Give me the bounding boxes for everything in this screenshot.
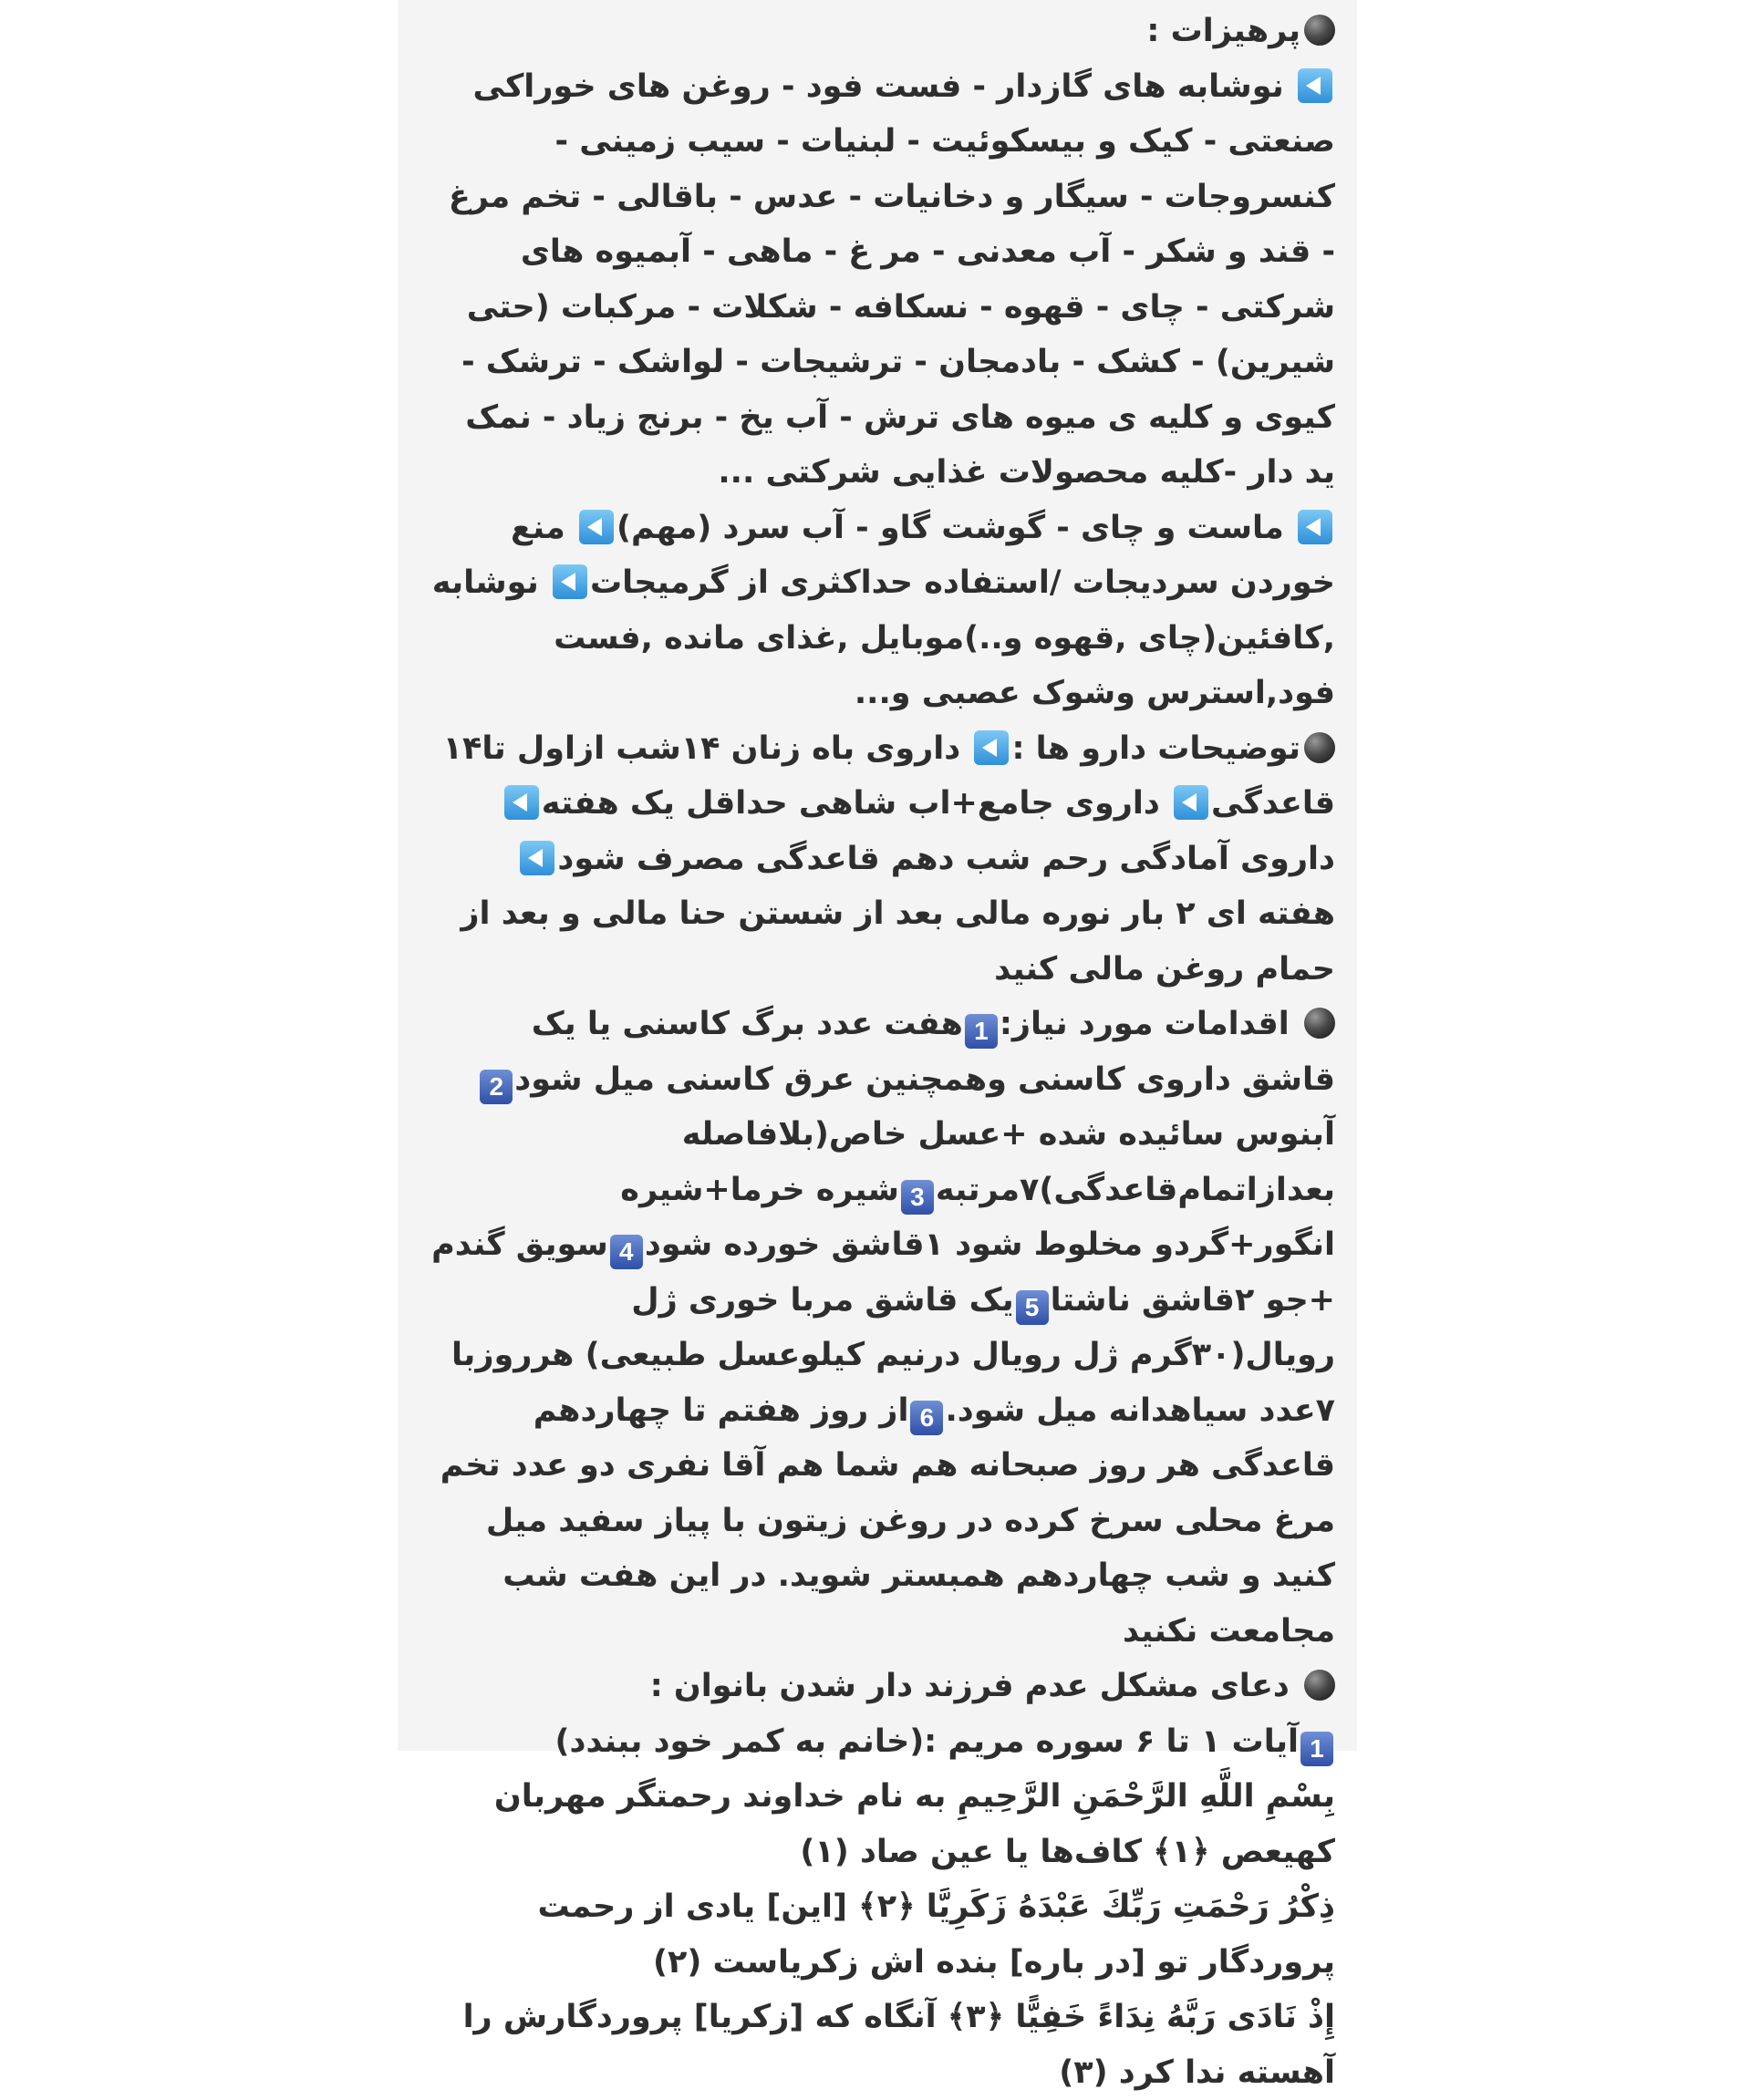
prayer-heading: دعای مشکل عدم فرزند دار شدن بانوان : [649,1668,1290,1704]
action-step-6: از روز هفتم تا چهاردهم قاعدگی هر روز صبحانه هم شما هم آقا نفری دو عدد تخم مرغ محلی سرخ کرده در روغن زیتون با پیاز سفید میل کنید و شب چهاردهم همبستر شوید. در این هفت شب مجامعت نکنید [440,1391,1335,1650]
meds-block [430,721,1335,998]
left-arrow-button-icon [504,785,539,820]
meds-item-2: داروی جامع+اب شاهی حداقل یک هفته [541,785,1160,822]
avoid-item-2b: منع خوردن سردیجات /استفاده حداکثری از گرمیجات [510,509,1335,601]
left-arrow-button-icon [553,564,587,599]
avoid-item-2c: نوشابه ,کافئین(چای ,قهوه و..)موبایل ,غذای مانده ,فست فود,استرس وشوک عصبی و... [431,564,1335,711]
avoid-list-1 [430,59,1335,501]
message-text [430,4,1335,2100]
left-arrow-button-icon [1174,785,1208,820]
action-step-2: آبنوس سائیده شده +عسل خاص(بلافاصله بعدازاتمام‌قاعدگی)۷مرتبه [681,1116,1335,1208]
left-arrow-button-icon [1298,510,1332,544]
black-ball-icon [1304,732,1335,763]
black-ball-icon [1304,1670,1335,1701]
left-arrow-button-icon [974,730,1009,765]
avoid-item-1: نوشابه های گازدار - فست فود - روغن های خوراکی صنعتی - کیک و بیسکوئیت - لبنیات - سیب زمینی - کنسروجات - سیگار و دخانیات - عدس - باقالی - تخم مرغ - قند و شکر - آب معدنی - مر غ - ماهی - آبمیوه های شرکتی - چای - قهوه - نسکافه - شکلات - مرکبات (حتی شیرین) - کشک - بادمجان - ترشیجات - لواشک - ترشک - کیوی و کلیه ی میوه های ترش - آب یخ - برنج زیاد - نمک ید دار -کلیه محصولات غذایی شرکتی ... [448,67,1335,491]
meds-item-3: داروی آمادگی رحم شب دهم قاعدگی مصرف شود [557,840,1335,877]
keycap-1-icon: 1 [965,1014,998,1049]
avoid-item-2a: ماست و چای - گوشت گاو - آب سرد (مهم) [616,509,1284,546]
keycap-3-icon: 3 [901,1180,934,1215]
action-step-3: شیره خرما+شیره انگور+گردو مخلوط شود ۱قاشق خورده شود [620,1171,1335,1263]
avoid-heading: پرهیزات : [1146,13,1300,49]
actions-block [430,997,1335,1659]
keycap-2-icon: 2 [480,1070,513,1104]
actions-heading: اقدامات مورد نیاز: [999,1006,1290,1042]
prayer-intro-line [430,1714,1335,1770]
keycap-4-icon: 4 [610,1235,643,1269]
meds-heading: توضیحات دارو ها : [1011,729,1300,767]
prayer-verse-0: بِسْمِ اللَّهِ الرَّحْمَنِ الرَّحِيمِ به نام خداوند رحمتگر مهربان [493,1778,1335,1815]
prayer-verse-2: ذِكْرُ رَحْمَتِ رَبِّكَ عَبْدَهُ زَكَرِيَّا ﴿٢﴾ [این] یادی از رحمت پروردگار تو [در باره] بنده اش زکریاست (۲) [537,1888,1335,1981]
meds-item-4: هفته ای ۲ بار نوره مالی بعد از شستن حنا مالی و بعد از حمام روغن مالی کنید [461,895,1335,988]
avoid-heading-line [430,4,1335,59]
keycap-5-icon: 5 [1016,1290,1049,1325]
keycap-1-icon: 1 [1300,1732,1333,1766]
prayer-heading-line [430,1659,1335,1714]
prayer-verse-1: كهيعص ﴿١﴾ كاف‌ها یا عین صاد (۱) [800,1833,1335,1870]
message-panel [398,0,1357,2091]
action-step-1: هفت عدد برگ کاسنی یا یک قاشق داروی کاسنی وهمچنین عرق کاسنی میل شود [514,1006,1335,1098]
black-ball-icon [1304,1008,1335,1039]
action-step-4: سویق گندم +جو ۲قاشق ناشتا [431,1226,1335,1319]
prayer-verse-3: إِذْ نَادَى رَبَّهُ نِدَاءً خَفِيًّا ﴿٣﴾ آنگاه که [زکریا] پروردگارش را آهسته ندا کرد (۳) [462,1999,1335,2091]
meds-item-1: داروی باه زنان ۱۴شب ازاول تا۱۴ قاعدگی [442,729,1335,822]
avoid-list-2 [430,501,1335,721]
prayer-intro: آیات ۱ تا ۶ سوره مریم :(خانم به کمر خود ببندد) [554,1722,1299,1760]
keycap-6-icon: 6 [910,1401,943,1435]
black-ball-icon [1304,15,1335,46]
left-arrow-button-icon [579,510,614,544]
left-arrow-button-icon [1298,68,1332,103]
action-step-5: یک قاشق مربا خوری ژل رویال(۳۰گرم ژل رویال درنیم کیلوعسل طبیعی) هرروزبا ۷عدد سیاهدانه میل شود. [451,1281,1335,1429]
left-arrow-button-icon [520,841,554,875]
